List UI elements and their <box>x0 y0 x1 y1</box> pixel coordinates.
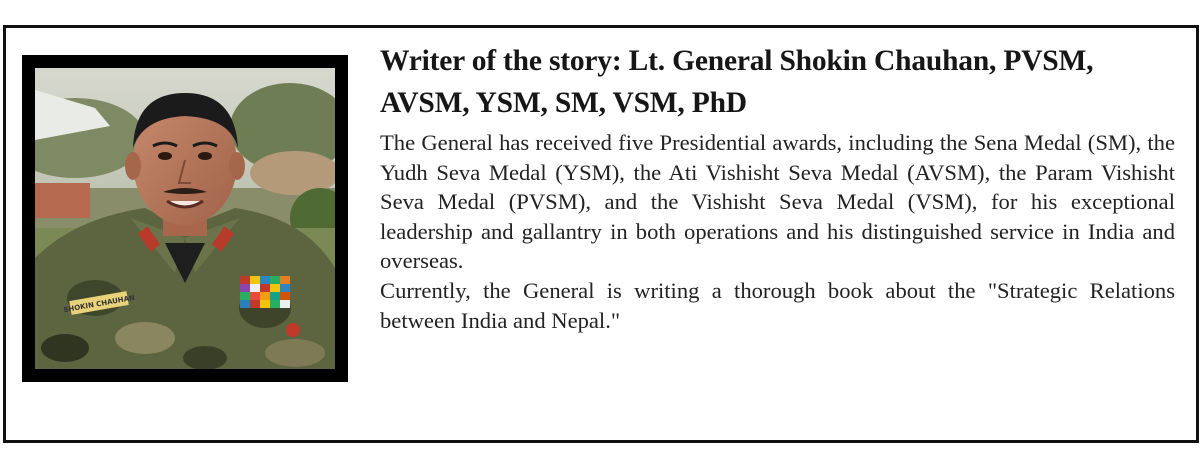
bio-title: Writer of the story: Lt. General Shokin Chauhan, PVSM, AVSM, YSM, SM, VSM, PhD <box>380 45 1094 119</box>
name-tag-text: SHOKIN CHAUHAN <box>62 293 136 315</box>
portrait-image <box>35 68 335 369</box>
author-portrait-photo <box>22 55 348 382</box>
bio-paragraph-current-work: Currently, the General is writing a thorough book about the "Strategic Relations between India and Nepal." <box>380 277 1175 333</box>
bio-paragraph-awards: The General has received five Presidential awards, including the Sena Medal (SM), the Yudh Seva Medal (YSM), the Ati Vishisht Seva Medal (AVSM), the Param Vishisht Seva Medal (PVSM), and the Vishisht Seva Medal (VSM), for his exceptional leadership and gallantry in both operations and his distinguished service in India and overseas. <box>380 130 1175 274</box>
bio-text-column <box>380 40 1175 335</box>
